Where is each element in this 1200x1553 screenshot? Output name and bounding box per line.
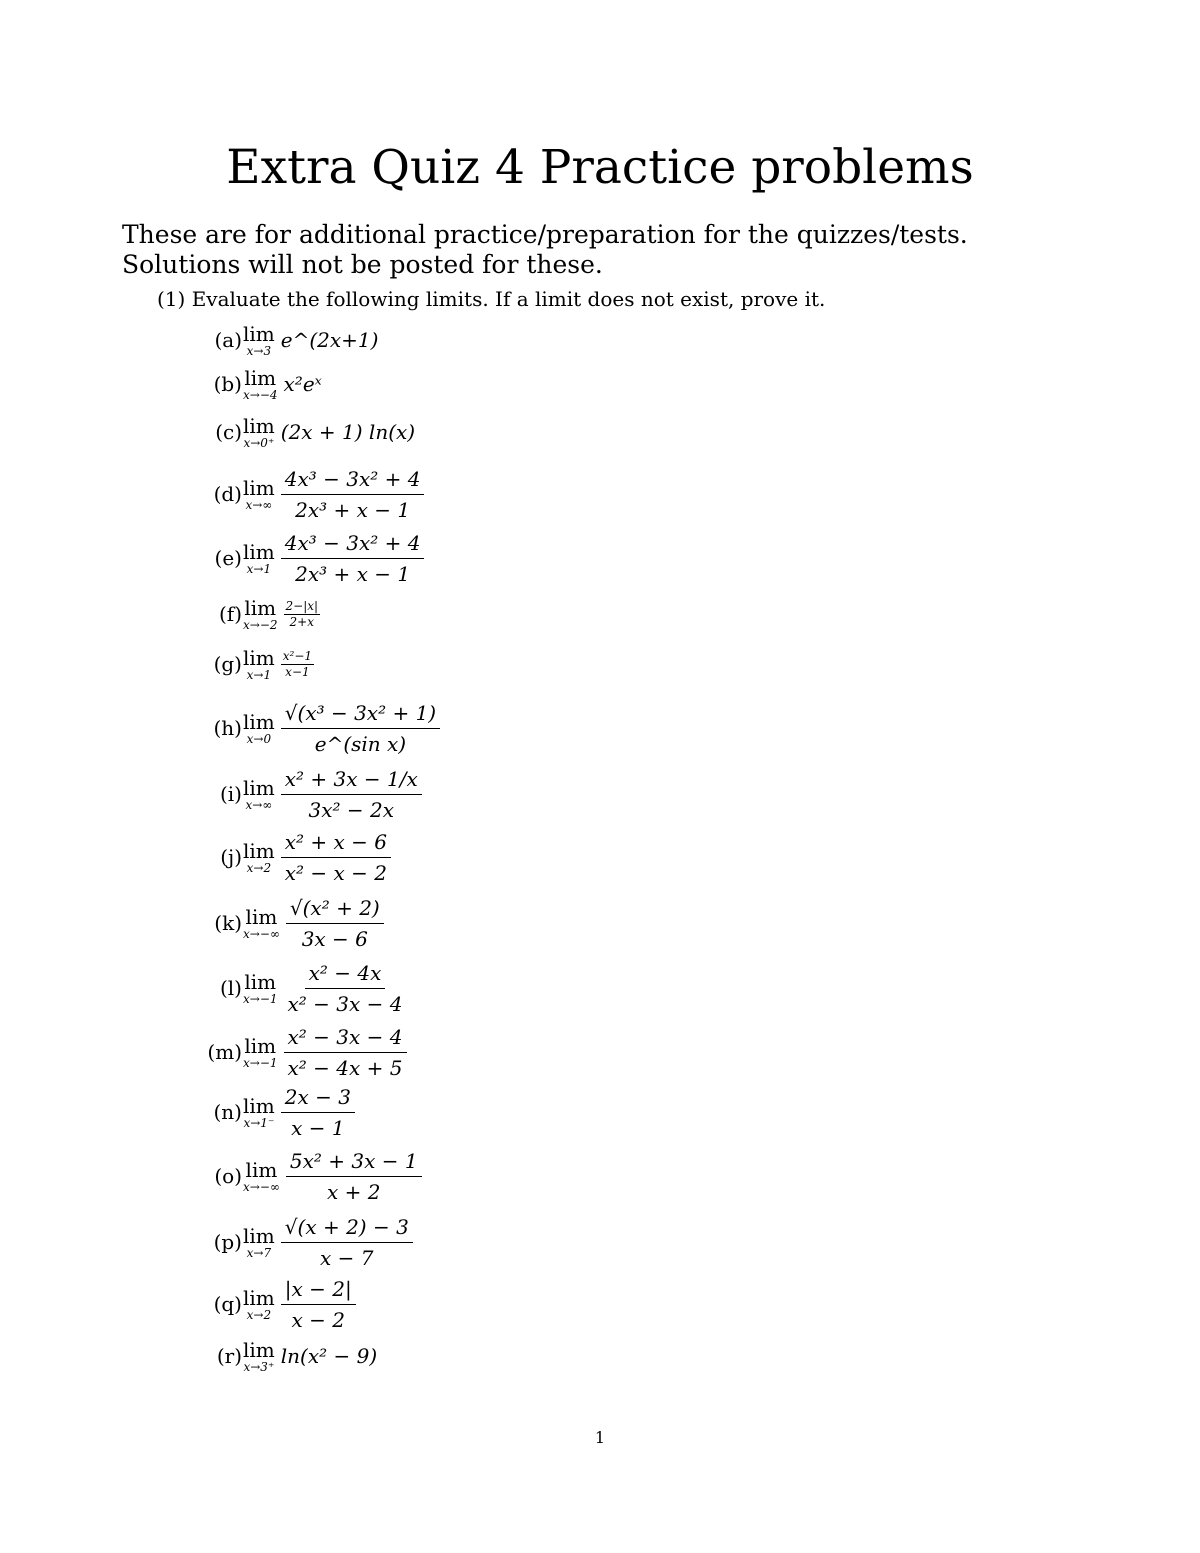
limit-item-i: [196, 764, 422, 824]
limit-item-o: [196, 1146, 422, 1206]
fraction: $\frac{|x - 2|}{x - 2}$: [281, 1277, 356, 1332]
item-label: (o): [214, 1164, 242, 1188]
lim-operator: lim x→7: [243, 1224, 275, 1260]
lim-operator: lim x→2: [243, 1286, 275, 1322]
item-label: (f): [218, 602, 242, 626]
item-label: (n): [213, 1100, 242, 1124]
lim-operator: lim x→3: [243, 322, 275, 358]
limit-item-m: [196, 1022, 407, 1082]
lim-operator: lim x→−4: [243, 366, 278, 402]
limit-item-k: [196, 893, 384, 953]
expression: x²eˣ: [283, 372, 322, 396]
lim-operator: lim x→1: [243, 646, 275, 682]
lim-operator: lim x→−∞: [243, 905, 280, 941]
item-label: (q): [213, 1292, 242, 1316]
fraction: $\frac{\text{x² + 3x − 1/x}}{\text{3x² − 2x}}$: [281, 767, 422, 822]
fraction: $\frac{\text{x² − 4x}}{\text{x² − 3x − 4}}$: [287, 960, 403, 1016]
fraction: $\frac{\text{x² − 3x − 4}}{\text{x² − 4x + 5}}$: [284, 1025, 407, 1080]
item-label: (g): [213, 652, 242, 676]
limit-item-g: [196, 634, 314, 694]
expression: e^(2x+1): [280, 328, 379, 352]
item-label: (i): [219, 782, 242, 806]
item-label: (b): [213, 372, 242, 396]
fraction: $\frac{\text{5x² + 3x − 1}}{x + 2}$: [286, 1149, 422, 1204]
item-label: (a): [214, 328, 242, 352]
fraction: $\frac{2x - 3}{x - 1}$: [281, 1085, 355, 1140]
item-label: (r): [216, 1344, 242, 1368]
fraction: $\frac{\text{4x³ − 3x² + 4}}{\text{2x³ + x − 1}}$: [281, 531, 425, 586]
fraction: $\frac{\text{x²−1}}{x-1}$: [282, 649, 313, 679]
item-label: (d): [213, 482, 242, 506]
lim-operator: lim x→∞: [243, 476, 275, 512]
fraction: $\frac{\text{x² + x − 6}}{\text{x² − x − 2}}$: [281, 830, 391, 885]
item-label: (c): [215, 420, 242, 444]
item-label: (e): [214, 546, 242, 570]
lim-operator: lim x→−1: [243, 1034, 278, 1070]
item-label: (p): [213, 1230, 242, 1254]
lim-operator: lim x→1⁻: [243, 1094, 275, 1130]
expression: ln(x² − 9): [280, 1344, 378, 1368]
fraction: $\frac{\text{√(x² + 2)}}{3x - 6}$: [286, 896, 384, 951]
limit-item-d: [196, 464, 424, 524]
lim-operator: lim x→2: [243, 839, 275, 875]
item-label: (k): [214, 911, 242, 935]
limit-item-p: [196, 1212, 413, 1272]
limit-item-r: [196, 1326, 377, 1386]
item-label: (j): [220, 845, 242, 869]
lim-operator: lim x→1: [243, 540, 275, 576]
limit-item-q: [196, 1274, 356, 1334]
fraction: $\frac{\text{4x³ − 3x² + 4}}{\text{2x³ + x − 1}}$: [281, 467, 425, 522]
item-label: (m): [207, 1040, 242, 1064]
item-label: (l): [219, 976, 242, 1000]
fraction: $\frac{√(x + 2) - 3}{x - 7}$: [281, 1215, 413, 1270]
problem-1-instruction: (1) Evaluate the following limits. If a limit does not exist, prove it.: [157, 287, 826, 311]
lim-operator: lim x→−∞: [243, 1158, 280, 1194]
lim-operator: lim x→3⁺: [243, 1338, 275, 1374]
lim-operator: lim x→−2: [243, 596, 278, 632]
page-title: Extra Quiz 4 Practice problems: [226, 140, 974, 195]
fraction: $\frac{2-|x|}{2+x}$: [285, 599, 319, 629]
fraction: $\frac{\text{√(x³ − 3x² + 1)}}{\text{e\textasciicircum{}(sin x)}}$: [281, 701, 440, 756]
limit-item-h: [196, 698, 440, 758]
intro-text: These are for additional practice/preparation for the quizzes/tests. Solutions will not be posted for these.: [122, 220, 968, 279]
limit-item-n: [196, 1082, 355, 1142]
lim-operator: lim x→0: [243, 710, 275, 746]
limit-item-j: [196, 827, 391, 887]
lim-operator: lim x→∞: [243, 776, 275, 812]
lim-operator: lim x→−1: [243, 970, 278, 1006]
limit-item-e: [196, 528, 424, 588]
lim-operator: lim x→0⁺: [243, 414, 275, 450]
expression: (2x + 1) ln(x): [280, 420, 416, 444]
limit-item-c: [196, 402, 415, 462]
limit-item-l: [196, 958, 407, 1018]
page-number: 1: [594, 1428, 606, 1447]
item-label: (h): [213, 716, 242, 740]
